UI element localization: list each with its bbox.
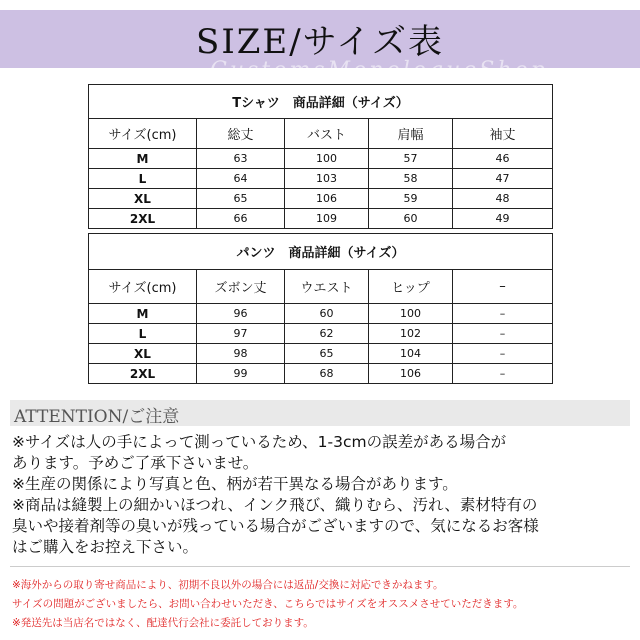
cell-value: 46 bbox=[453, 149, 553, 169]
table-row bbox=[89, 169, 553, 189]
note-line: あります。予めご了承下さいませ。 bbox=[12, 454, 259, 472]
size-label: XL bbox=[89, 344, 197, 364]
red-note-line: サイズの問題がございましたら、お問い合わせいただき、こちらではサイズをオススメさせていただきます。 bbox=[12, 598, 524, 610]
cell-value: – bbox=[453, 364, 553, 384]
size-label: XL bbox=[89, 189, 197, 209]
cell-value: 64 bbox=[197, 169, 285, 189]
table-row bbox=[89, 149, 553, 169]
cell-value: 49 bbox=[453, 209, 553, 229]
size-label: 2XL bbox=[89, 364, 197, 384]
note-line: はご購入をお控え下さい。 bbox=[12, 538, 199, 556]
header-trouser-length: ズボン丈 bbox=[197, 270, 285, 304]
attention-notes bbox=[12, 432, 634, 558]
cell-value: 65 bbox=[285, 344, 369, 364]
header-length: 総丈 bbox=[197, 119, 285, 149]
cell-value: 66 bbox=[197, 209, 285, 229]
size-label: M bbox=[89, 304, 197, 324]
header-shoulder: 肩幅 bbox=[369, 119, 453, 149]
size-label: M bbox=[89, 149, 197, 169]
cell-value: 63 bbox=[197, 149, 285, 169]
table-row bbox=[89, 189, 553, 209]
red-note-line: ※海外からの取り寄せ商品により、初期不良以外の場合には返品/交換に対応できかねます。 bbox=[12, 579, 444, 591]
cell-value: 48 bbox=[453, 189, 553, 209]
header-waist: ウエスト bbox=[285, 270, 369, 304]
cell-value: 96 bbox=[197, 304, 285, 324]
table-row bbox=[89, 209, 553, 229]
header-size: サイズ(cm) bbox=[89, 119, 197, 149]
table-row bbox=[89, 304, 553, 324]
note-line: ※商品は縫製上の細かいほつれ、インク飛び、織りむら、汚れ、素材特有の bbox=[12, 496, 538, 514]
header-empty: – bbox=[453, 270, 553, 304]
red-note-line: ※発送先は当店名ではなく、配達代行会社に委託しております。 bbox=[12, 617, 314, 629]
pants-table-caption: パンツ 商品詳細（サイズ） bbox=[89, 234, 553, 270]
pants-size-table bbox=[88, 233, 553, 384]
note-line: ※生産の関係により写真と色、柄が若干異なる場合があります。 bbox=[12, 475, 458, 493]
page-title: SIZE/サイズ表 bbox=[196, 22, 444, 62]
size-label: 2XL bbox=[89, 209, 197, 229]
size-label: L bbox=[89, 324, 197, 344]
cell-value: 65 bbox=[197, 189, 285, 209]
tshirt-table-caption: Tシャツ 商品詳細（サイズ） bbox=[89, 85, 553, 119]
cell-value: 106 bbox=[369, 364, 453, 384]
tshirt-size-table bbox=[88, 84, 553, 229]
cell-value: – bbox=[453, 344, 553, 364]
cell-value: 60 bbox=[369, 209, 453, 229]
cell-value: 99 bbox=[197, 364, 285, 384]
cell-value: 47 bbox=[453, 169, 553, 189]
table-row bbox=[89, 364, 553, 384]
note-line: ※サイズは人の手によって測っているため、1-3cmの誤差がある場合が bbox=[12, 433, 507, 451]
cell-value: 68 bbox=[285, 364, 369, 384]
shipping-notes bbox=[12, 576, 634, 633]
cell-value: 59 bbox=[369, 189, 453, 209]
header-sleeve: 袖丈 bbox=[453, 119, 553, 149]
cell-value: 58 bbox=[369, 169, 453, 189]
table-row bbox=[89, 324, 553, 344]
divider bbox=[10, 566, 630, 567]
size-label: L bbox=[89, 169, 197, 189]
cell-value: 60 bbox=[285, 304, 369, 324]
cell-value: 104 bbox=[369, 344, 453, 364]
header-size: サイズ(cm) bbox=[89, 270, 197, 304]
cell-value: 100 bbox=[285, 149, 369, 169]
cell-value: – bbox=[453, 304, 553, 324]
header-bust: バスト bbox=[285, 119, 369, 149]
cell-value: – bbox=[453, 324, 553, 344]
cell-value: 97 bbox=[197, 324, 285, 344]
cell-value: 98 bbox=[197, 344, 285, 364]
shop-watermark: CustomsMonologueShop bbox=[210, 58, 548, 83]
header-hip: ヒップ bbox=[369, 270, 453, 304]
cell-value: 57 bbox=[369, 149, 453, 169]
cell-value: 103 bbox=[285, 169, 369, 189]
cell-value: 102 bbox=[369, 324, 453, 344]
cell-value: 100 bbox=[369, 304, 453, 324]
cell-value: 62 bbox=[285, 324, 369, 344]
attention-title: ATTENTION/ご注意 bbox=[14, 407, 180, 427]
table-row bbox=[89, 344, 553, 364]
cell-value: 106 bbox=[285, 189, 369, 209]
cell-value: 109 bbox=[285, 209, 369, 229]
note-line: 臭いや接着剤等の臭いが残っている場合がございますので、気になるお客様 bbox=[12, 517, 539, 535]
